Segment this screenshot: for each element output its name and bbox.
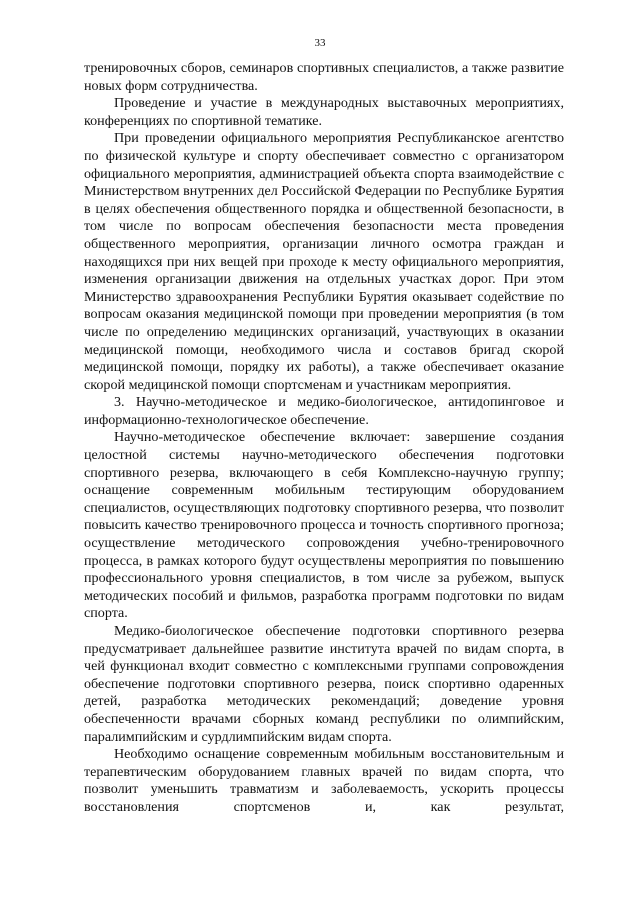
paragraph-official-event-security: При проведении официального мероприятия Республиканское агентство по физической культуре и спорту обеспечивает совместно с организатором официального мероприятия, администрацией объекта спорта взаимодействие с Министерством внутренних дел Российской Федерации по Республике Бурятия в целях обеспечения общественного порядка и общественной безопасности, в том числе по вопросам обеспечения безопасности места проведения общественного мероприятия, организации личного осмотра граждан и находящихся при них вещей при проходе к месту официального мероприятия, изменения организации движения на отдельных участках дорог. При этом Министерство здравоохранения Республики Бурятия оказывает содействие по вопросам оказания медицинской помощи при проведении мероприятия (в том числе по определению медицинских организаций, участвующих в оказании медицинской помощи, необходимого числа и составов бригад скорой медицинской помощи, порядку их работы), а также обеспечивает оказание скорой медицинской помощи спортсменам и участникам мероприятия. (84, 130, 564, 393)
paragraph-medical-biological-support: Медико-биологическое обеспечение подготовки спортивного резерва предусматривает дальнейшее развитие института врачей по видам спорта, в чей функционал входит совместно с комплексными группами сопровождения обеспечение подготовки спортивного резерва, поиск спортивно одаренных детей, разработка методических рекомендаций; доведение уровня обеспеченности врачами сборных команд республики по олимпийским, паралимпийским и сурдлимпийским видам спорта. (84, 623, 564, 745)
paragraph-continuation: тренировочных сборов, семинаров спортивных специалистов, а также развитие новых форм сотрудничества. (84, 60, 564, 94)
paragraph-international-events: Проведение и участие в международных выставочных мероприятиях, конференциях по спортивной тематике. (84, 95, 564, 129)
body-text (84, 60, 564, 817)
paragraph-scientific-support: Научно-методическое обеспечение включает: завершение создания целостной системы научно-методического обеспечения подготовки спортивного резерва, включающего в себя Комплексно-научную группу; оснащение современным мобильным тестирующим оборудованием специалистов, осуществляющих подготовку спортивного резерва, что позволит повысить качество тренировочного процесса и точность спортивного прогноза; осуществление методического сопровождения учебно-тренировочного процесса, в рамках которого будут осуществлены мероприятия по повышению профессионального уровня специалистов, в том числе за рубежом, выпуск методических пособий и фильмов, разработка программ подготовки по видам спорта. (84, 429, 564, 622)
page-number: 33 (314, 37, 326, 49)
section-heading-3: 3. Научно-методическое и медико-биологическое, антидопинговое и информационно-технологическое обеспечение. (84, 394, 564, 428)
paragraph-equipment-need: Необходимо оснащение современным мобильным восстановительным и терапевтическим оборудованием главных врачей по видам спорта, что позволит уменьшить травматизм и заболеваемость, ускорить процессы восстановления спортсменов и, как результат, (84, 746, 564, 815)
